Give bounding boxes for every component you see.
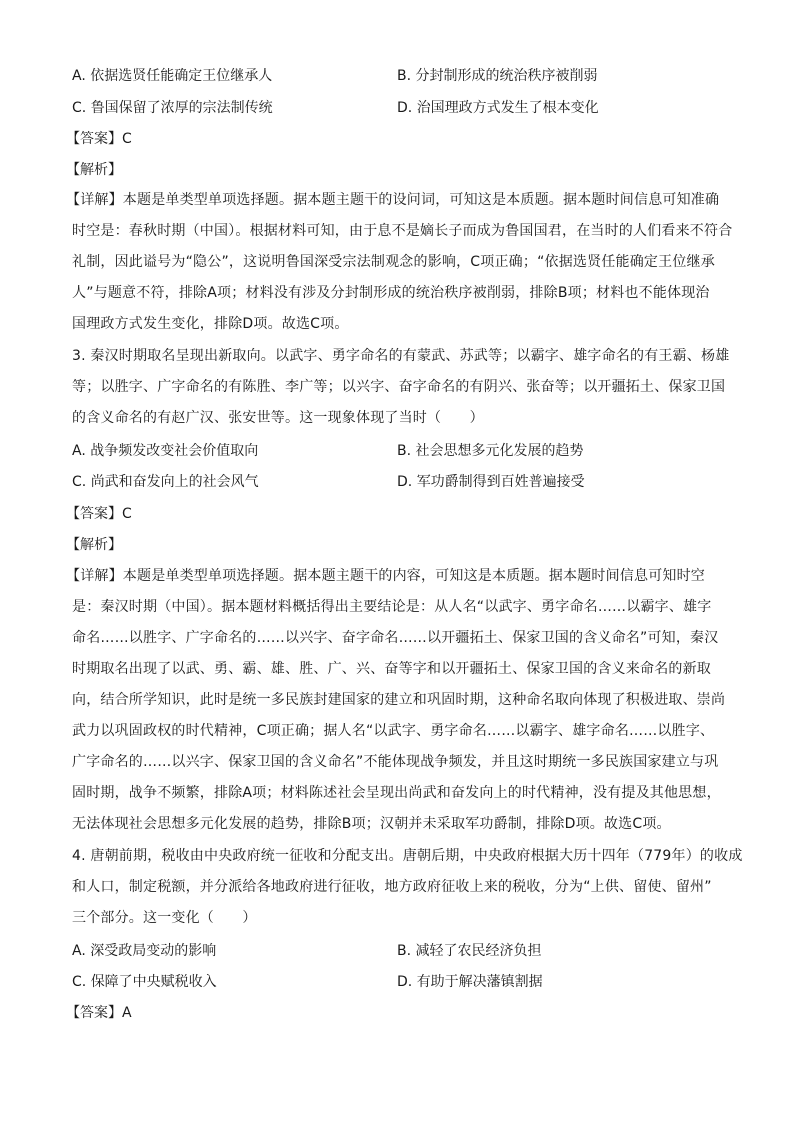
q3-stem-line: 3. 秦汉时期取名呈现出新取向。以武字、勇字命名的有蒙武、苏武等；以霸字、雄字命名的有王霸、杨雄	[72, 348, 730, 364]
option-text: 保障了中央赋税收入	[90, 974, 217, 990]
q2-detail-line: 时空是：春秋时期（中国）。根据材料可知，由于息不是嫡长子而成为鲁国国君，在当时的人们看来不符合	[72, 223, 733, 239]
option-text: 军功爵制得到百姓普遍接受	[416, 474, 585, 490]
q2-option-c	[72, 98, 273, 118]
option-letter: A.	[72, 943, 86, 959]
option-letter: C.	[72, 474, 87, 490]
q3-detail-line: 武力以巩固政权的时代精神，C项正确；据人名“以武字、勇字命名……以霸字、雄字命名……以胜字、	[72, 723, 715, 739]
q4-stem-line: 4. 唐朝前期，税收由中央政府统一征收和分配支出。唐朝后期，中央政府根据大历十四年（779年）的收成	[72, 848, 743, 864]
q2-option-d	[397, 98, 599, 118]
q3-detail-line: 广字命名的……以兴字、保家卫国的含义命名”不能体现战争频发，并且这时期统一多民族国家建立与巩	[72, 754, 719, 770]
q3-stem-line: 等；以胜字、广字命名的有陈胜、李广等；以兴字、奋字命名的有阴兴、张奋等；以开疆拓土、保家卫国	[72, 379, 726, 395]
q2-option-a	[72, 66, 272, 86]
q3-option-c	[72, 472, 259, 492]
q4-option-a	[72, 941, 216, 961]
q3-answer: 【答案】C	[66, 506, 132, 522]
option-letter: B.	[397, 443, 412, 459]
q3-detail-line: 命名……以胜字、广字命名的……以兴字、奋字命名……以开疆拓土、保家卫国的含义命名”可知，秦汉	[72, 630, 719, 646]
option-letter: D.	[397, 474, 413, 490]
q3-stem-line: 的含义命名的有赵广汉、张安世等。这一现象体现了当时（ ）	[72, 410, 484, 426]
q2-analysis-label: 【解析】	[66, 162, 122, 178]
q4-answer: 【答案】A	[66, 1005, 132, 1021]
option-text: 深受政局变动的影响	[90, 943, 217, 959]
option-letter: B.	[397, 943, 412, 959]
q3-option-a	[72, 441, 258, 461]
q2-detail-line: 礼制，因此谥号为“隐公”，这说明鲁国深受宗法制观念的影响，C项正确；“依据选贤任能确定王位继承	[72, 254, 715, 270]
q2-detail-line: 【详解】本题是单类型单项选择题。据本题主题干的设问词，可知这是本质题。据本题时间信息可知准确	[66, 192, 720, 208]
q4-option-d	[397, 972, 543, 992]
option-letter: A.	[72, 443, 86, 459]
q2-option-b	[397, 66, 598, 86]
q4-stem-line: 三个部分。这一变化（ ）	[72, 910, 257, 926]
option-letter: D.	[397, 100, 413, 116]
q2-detail-line: 国理政方式发生变化，排除D项。故选C项。	[72, 316, 349, 332]
q3-detail-line: 是：秦汉时期（中国）。据本题材料概括得出主要结论是：从人名“以武字、勇字命名……以霸字、雄字	[72, 599, 712, 615]
q3-detail-line: 【详解】本题是单类型单项选择题。据本题主题干的内容，可知这是本质题。据本题时间信息可知时空	[66, 568, 705, 584]
q4-stem-line: 和人口，制定税额，并分派给各地政府进行征收，地方政府征收上来的税收，分为“上供、留使、留州”	[72, 879, 712, 895]
q3-detail-line: 时期取名出现了以武、勇、霸、雄、胜、广、兴、奋等字和以开疆拓土、保家卫国的含义来命名的新取	[72, 661, 711, 677]
option-letter: B.	[397, 68, 412, 84]
q3-option-d	[397, 472, 585, 492]
option-text: 分封制形成的统治秩序被削弱	[415, 68, 598, 84]
option-text: 尚武和奋发向上的社会风气	[90, 474, 259, 490]
option-text: 社会思想多元化发展的趋势	[415, 443, 584, 459]
option-text: 减轻了农民经济负担	[415, 943, 542, 959]
option-text: 依据选贤任能确定王位继承人	[90, 68, 273, 84]
option-letter: A.	[72, 68, 86, 84]
q3-detail-line: 向，结合所学知识，此时是统一多民族封建国家的建立和巩固时期，这种命名取向体现了积极进取、崇尚	[72, 692, 726, 708]
option-text: 鲁国保留了浓厚的宗法制传统	[90, 100, 273, 116]
q3-analysis-label: 【解析】	[66, 537, 122, 553]
q3-detail-line: 无法体现社会思想多元化发展的趋势，排除B项；汉朝并未采取军功爵制，排除D项。故选C项。	[72, 816, 671, 832]
q2-answer: 【答案】C	[66, 131, 132, 147]
q3-option-b	[397, 441, 584, 461]
option-text: 有助于解决藩镇割据	[416, 974, 543, 990]
option-text: 战争频发改变社会价值取向	[90, 443, 259, 459]
q2-detail-line: 人”与题意不符，排除A项；材料没有涉及分封制形成的统治秩序被削弱，排除B项；材料也不能体现治	[72, 285, 710, 301]
option-letter: C.	[72, 100, 87, 116]
option-letter: C.	[72, 974, 87, 990]
q4-option-c	[72, 972, 217, 992]
option-text: 治国理政方式发生了根本变化	[416, 100, 599, 116]
q4-option-b	[397, 941, 542, 961]
option-letter: D.	[397, 974, 413, 990]
q3-detail-line: 固时期，战争不频繁，排除A项；材料陈述社会呈现出尚武和奋发向上的时代精神，没有提及其他思想，	[72, 785, 721, 801]
